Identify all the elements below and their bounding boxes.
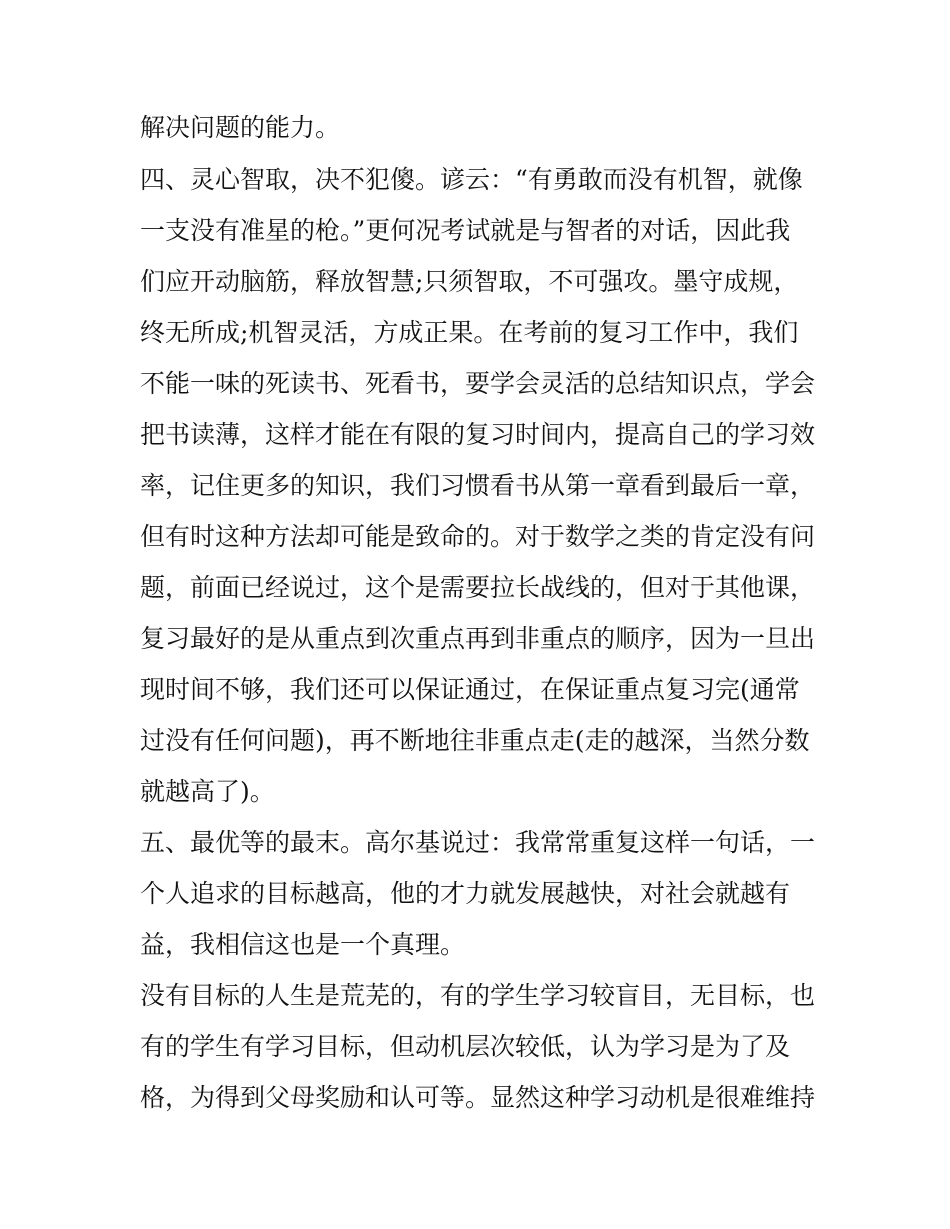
text-line: 个人追求的目标越高，他的才力就发展越快，对社会就越有 (140, 879, 791, 908)
text-line: 益，我相信这也是一个真理。 (140, 930, 466, 959)
text-line: 终无所成;机智灵活，方成正果。在考前的复习工作中，我们 (140, 318, 799, 347)
text-line: 复习最好的是从重点到次重点再到非重点的顺序，因为一旦出 (140, 624, 816, 653)
text-line: 把书读薄，这样才能在有限的复习时间内，提高自己的学习效 (140, 420, 816, 449)
text-line: 解决问题的能力。 (140, 113, 341, 142)
text-line: 就越高了)。 (140, 777, 275, 806)
text-line: 五、最优等的最末。高尔基说过：我常常重复这样一句话，一 (140, 828, 816, 857)
text-line: 一支没有准星的枪。”更何况考试就是与智者的对话，因此我 (140, 216, 791, 245)
text-line: 格，为得到父母奖励和认可等。显然这种学习动机是很难维持 (140, 1083, 816, 1112)
text-line: 过没有任何问题)，再不断地往非重点走(走的越深，当然分数 (140, 726, 810, 755)
text-line: 没有目标的人生是荒芜的，有的学生学习较盲目，无目标，也 (140, 981, 816, 1010)
text-line: 不能一味的死读书、死看书，要学会灵活的总结知识点，学会 (140, 369, 816, 398)
text-line: 有的学生有学习目标，但动机层次较低，认为学习是为了及 (140, 1032, 791, 1061)
text-line: 现时间不够，我们还可以保证通过，在保证重点复习完(通常 (140, 675, 800, 704)
text-line: 题，前面已经说过，这个是需要拉长战线的，但对于其他课， (140, 573, 816, 602)
text-line: 但有时这种方法却可能是致命的。对于数学之类的肯定没有问 (140, 522, 816, 551)
text-line: 率，记住更多的知识，我们习惯看书从第一章看到最后一章， (140, 471, 816, 500)
text-line: 们应开动脑筋，释放智慧;只须智取，不可强攻。墨守成规， (140, 267, 799, 296)
text-line: 四、灵心智取，决不犯傻。谚云：“有勇敢而没有机智，就像 (140, 165, 803, 194)
